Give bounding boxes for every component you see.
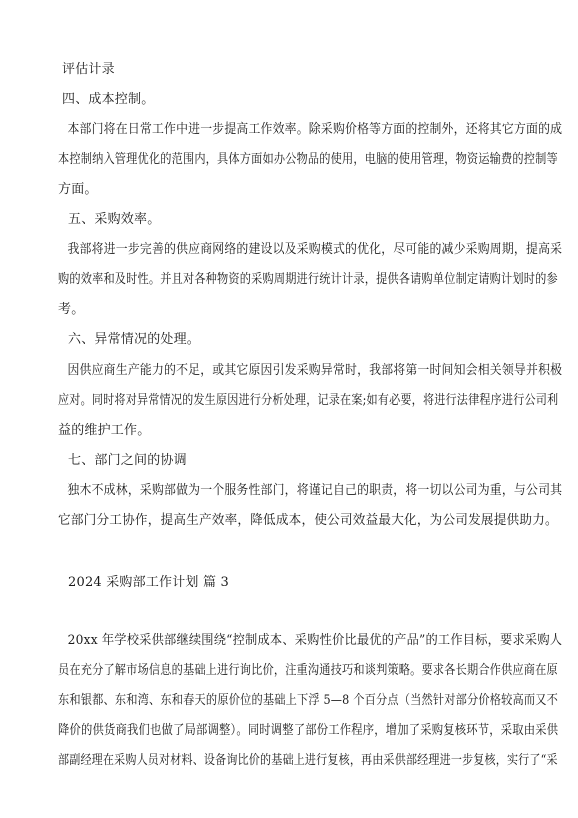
text-line: 降价的供货商我们也做了局部调整）。同时调整了部份工作程序，增加了采购复核环节，采取由采供 bbox=[58, 723, 559, 738]
text-line: 购的效率和及时性。并且对各种物资的采购周期进行统计计录，提供各请购单位制定请购计划时的参 bbox=[58, 272, 558, 287]
paragraph-efficiency bbox=[58, 235, 563, 325]
section-heading-coordination bbox=[62, 446, 554, 476]
text-line: 20xx 年学校采供部继续围绕“控制成本、采购性价比最优的产品”的工作目标，要求采购人 bbox=[67, 633, 563, 648]
section-heading-cost-control bbox=[62, 85, 554, 115]
text-line: 因供应商生产能力的不足，或其它原因引发采购异常时，我部将第一时间知会相关领导并积极 bbox=[67, 363, 563, 378]
text-line: 本控制纳入管理优化的范围内，具体方面如办公物品的使用，电脑的使用管理，物资运输费的控制等 bbox=[58, 152, 558, 167]
text-line: 方面。 bbox=[58, 182, 98, 197]
text-line: 我部将进一步完善的供应商网络的建设以及采购模式的优化，尽可能的减少采购周期，提高采 bbox=[67, 242, 563, 257]
text-line: 它部门分工协作，提高生产效率，降低成本，使公司效益最大化，为公司发展提供助力。 bbox=[58, 513, 558, 528]
paragraph-coordination bbox=[58, 476, 563, 536]
article-title bbox=[62, 568, 554, 598]
paragraph-plan-intro bbox=[58, 626, 563, 776]
section-heading-efficiency bbox=[62, 205, 554, 235]
text-line: 东和银都、东和湾、东和春天的原价位的基础上下浮 5—8 个百分点（当然针对部分价格较高而又不 bbox=[58, 693, 559, 708]
text-line: 本部门将在日常工作中进一步提高工作效率。除采购价格等方面的控制外，还将其它方面的成 bbox=[67, 122, 563, 137]
text-line bbox=[62, 55, 554, 85]
paragraph-exceptions bbox=[58, 356, 563, 446]
text-line: 部副经理在采购人员对材料、设备询比价的基础上进行复核，再由采供部经理进一步复核，实行了“采 bbox=[58, 753, 558, 768]
text-line: 四、成本控制。 bbox=[62, 92, 155, 107]
text-line: 益的维护工作。 bbox=[58, 423, 151, 438]
text-line: 评估计录 bbox=[62, 62, 115, 77]
text-line: 七、部门之间的协调 bbox=[68, 453, 187, 468]
text-line: 2024 采购部工作计划 篇 3 bbox=[68, 575, 229, 590]
section-heading-exceptions bbox=[62, 325, 554, 355]
text-line: 五、采购效率。 bbox=[68, 212, 161, 227]
text-line: 考。 bbox=[58, 302, 85, 317]
text-line: 应对。同时将对异常情况的发生原因进行分析处理，记录在案;如有必要，将进行法律程序进行公司利 bbox=[58, 393, 559, 408]
text-line: 六、异常情况的处理。 bbox=[68, 332, 201, 347]
text-line: 员在充分了解市场信息的基础上进行询比价，注重沟通技巧和谈判策略。要求各长期合作供应商在原 bbox=[58, 663, 558, 678]
paragraph-cost-control bbox=[58, 115, 563, 205]
text-line: 独木不成林，采购部做为一个服务性部门，将谨记自己的职责，将一切以公司为重，与公司其 bbox=[67, 483, 563, 498]
